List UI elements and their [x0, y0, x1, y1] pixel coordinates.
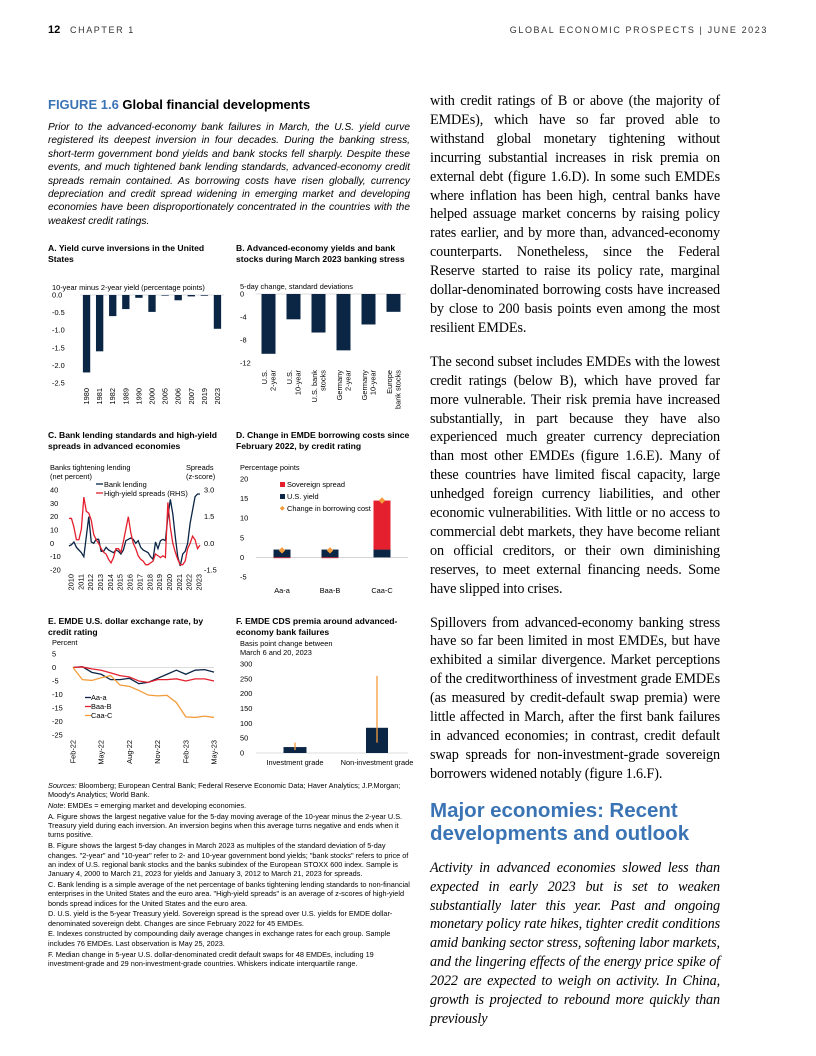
panel-d-title: D. Change in EMDE borrowing costs since February 2022, by credit rating: [236, 430, 410, 451]
bar: [214, 295, 221, 329]
y-tick-label: 0: [240, 552, 245, 562]
y-tick-label: 15: [240, 494, 249, 504]
note-a: A. Figure shows the largest negative value for the 5-day moving average of the 10-year minus the 2-year U.S. Treasury yield during each inversion. An inversion begins when this average turns negative and ends when it turns positive.: [48, 811, 403, 840]
x-tick-label: Non-investment grade: [340, 758, 414, 767]
x-tick-label: Aug-22: [124, 740, 134, 764]
y-tick-label: -4: [240, 312, 247, 322]
legend-label: U.S. yield: [287, 492, 319, 501]
body-text: [430, 92, 720, 1044]
y-tick-label: -5: [240, 572, 247, 582]
y-tick-label: -20: [52, 717, 63, 726]
x-tick-label: 2012: [86, 574, 96, 591]
paragraph: with credit ratings of B or above (the majority of EMDEs), which have so far proved able to withstand global monetary tightening without incurring substantial increases in risk premia on external debt (figure 1.6.D). In some such EMDEs where inflation has been high, central banks have helped assuage market concerns by raising policy rates earlier, and by more than, advanced-economy counterparts. Nonetheless, since the Federal Reserve started to raise its policy rate, marginal dollar-denominated borrowing costs have increased by close to 200 basis points even among the most resilient EMDEs.: [430, 93, 720, 336]
bar: [161, 295, 168, 296]
y-tick-label: 40: [50, 485, 59, 495]
series-line-bank-lending: [69, 494, 200, 566]
x-tick-label: 2023: [212, 388, 222, 405]
bar-sovereign-spread: [374, 501, 391, 550]
bar: [148, 295, 155, 312]
y-tick-label: 200: [240, 689, 253, 699]
bar: [122, 295, 129, 309]
sources-text: Bloomberg; European Central Bank; Federal Reserve Economic Data; Haver Analytics; J.P.Morgan; Moody's Analytics; World Bank.: [48, 781, 401, 800]
bar: [262, 294, 276, 354]
y-axis-label: 5-day change, standard deviations: [240, 282, 353, 291]
y-tick-label: 300: [240, 659, 253, 669]
x-tick-label: 2018: [145, 574, 155, 591]
y-tick-label: -10: [50, 552, 61, 562]
x-tick-label: Caa-C: [371, 586, 393, 595]
y-tick-label: -8: [240, 335, 247, 345]
x-tick-label: Nov-22: [153, 740, 163, 764]
bar: [188, 295, 195, 296]
panel-b-title: B. Advanced-economy yields and bank stocks during March 2023 banking stress: [236, 243, 405, 264]
legend-label: Baa-B: [91, 702, 112, 711]
bar: [201, 295, 208, 296]
x-tick-label: Germany2-year: [334, 370, 353, 401]
bar-sovereign-spread: [322, 557, 339, 558]
x-tick-label: 2021: [174, 574, 184, 591]
y-tick-label: -2.0: [52, 360, 65, 370]
bar: [109, 295, 116, 316]
x-tick-label: 2011: [76, 574, 86, 590]
y-tick-label-right: 3.0: [204, 485, 215, 495]
y-axis-label: Percent: [52, 638, 78, 647]
x-tick-label: 2017: [135, 574, 145, 591]
figure-subtitle: Prior to the advanced-economy bank failures in March, the U.S. yield curve registered its deepest inversion in four decades. During the banking stress, short-term government bond yields and bank stocks fell sharply. Despite these events, and much tightened bank lending standards, advanced-economy credit spreads remain contained. As borrowing costs have risen globally, currency depreciation and credit spread widening in emerging market and developing economies have been disproportionately concentrated in the countries with the weakest credit ratings.: [48, 122, 410, 227]
y-tick-label: -15: [52, 703, 63, 713]
legend-swatch: [280, 506, 285, 511]
bar: [83, 295, 90, 372]
note-e: E. Indexes constructed by compounding daily average changes in exchange rates for each group. Sample includes 76 EMDEs. Last observation is May 25, 2023.: [48, 929, 391, 948]
y-axis-label: 10-year minus 2-year yield (percentage points): [52, 283, 205, 292]
x-tick-label: 2023: [194, 574, 204, 591]
note-f: F. Median change in 5-year U.S. dollar-denominated credit default swaps for 48 EMDEs, including 19 investment-grade and 29 non-investment-grade countries. Whiskers indicate interquartile range.: [48, 949, 374, 968]
y-tick-label: 0: [52, 663, 57, 672]
x-tick-label: 2007: [186, 388, 196, 405]
y-tick-label: -1.5: [52, 343, 65, 353]
bar: [312, 294, 326, 333]
y-tick-label: 10: [240, 513, 249, 523]
bar: [96, 295, 103, 351]
bar: [362, 294, 376, 324]
x-tick-label: 2006: [173, 388, 183, 405]
y-tick-label: 20: [50, 512, 59, 522]
x-tick-label: 2005: [160, 388, 170, 405]
page-number: 12: [48, 24, 61, 36]
y-tick-label-right: 1.5: [204, 512, 215, 522]
x-tick-label: 2019: [199, 388, 209, 405]
y-tick-label: 5: [240, 533, 245, 543]
x-tick-label: 2016: [125, 574, 135, 591]
bar: [337, 294, 351, 350]
panel-f-title: F. EMDE CDS premia around advanced-economy bank failures: [236, 616, 398, 637]
y-tick-label: -12: [240, 358, 251, 368]
panel-a-title: A. Yield curve inversions in the United States: [48, 243, 205, 264]
y-tick-label-right: 0.0: [204, 538, 215, 548]
x-tick-label: 2000: [147, 388, 157, 405]
x-tick-label: 2015: [115, 574, 125, 591]
x-tick-label: Feb-23: [181, 740, 191, 764]
figure-label: FIGURE 1.6: [48, 97, 119, 112]
y-axis-label-left: Banks tightening lending (net percent): [50, 463, 131, 481]
x-tick-label: 2022: [184, 574, 194, 591]
legend-swatch: [280, 482, 285, 487]
bar: [287, 294, 301, 319]
sources-note: [48, 781, 410, 800]
y-tick-label: 0: [240, 289, 245, 299]
note-text: : EMDEs = emerging market and developing economies.: [63, 801, 247, 811]
y-tick-label: -0.5: [52, 308, 65, 318]
bar: [387, 294, 401, 312]
legend-label: Caa-C: [91, 711, 113, 720]
x-tick-label: 1981: [95, 388, 105, 405]
legend-label: Aa-a: [91, 693, 107, 702]
x-tick-label: Investment grade: [266, 758, 324, 767]
y-tick-label-right: -1.5: [204, 565, 217, 575]
y-tick-label: 30: [50, 498, 59, 508]
y-tick-label: -10: [52, 690, 63, 699]
bar: [135, 295, 142, 298]
y-tick-label: -25: [52, 730, 63, 740]
x-tick-label: Germany10-year: [359, 370, 378, 401]
y-tick-label: 0: [240, 748, 245, 758]
paragraph-intro: Activity in advanced economies slowed less than expected in early 2023 but is set to weaken substantially later this year. Past and ongoing monetary policy rate hikes, tighter credit conditions amid banking sector stress, softening labor markets, and the lingering effects of the energy price spike of 2022 are expected to weigh on activity. In China, growth is projected to rebound more quickly than previously: [430, 859, 720, 1027]
bar-us-yield: [374, 550, 391, 558]
paragraph: Spillovers from advanced-economy banking stress have so far been limited in most EMDEs, but have exhibited a similar divergence. Market perceptions of the creditworthiness of investment grade EMDEs (as measured by credit-default swap premia) were little affected in March, after the first bank failures in advanced economies; in contrast, credit default swap spreads for non-investment-grade sovereign borrowers widened notably (figure 1.6.F).: [430, 614, 720, 782]
section-heading: Major economies: Recent developments and outlook: [430, 798, 690, 845]
note-line: [48, 801, 410, 810]
legend-label: Bank lending: [104, 480, 147, 489]
figure-title-text: Global financial developments: [122, 97, 311, 112]
bar-sovereign-spread: [274, 557, 291, 558]
legend-label: High-yield spreads (RHS): [104, 489, 188, 498]
y-tick-label: 250: [240, 674, 253, 684]
chapter-label: CHAPTER 1: [70, 25, 135, 35]
x-tick-label: 1982: [108, 388, 118, 405]
x-tick-label: 2010: [66, 574, 76, 591]
note-label: Note: [48, 801, 64, 811]
x-tick-label: Baa-B: [319, 586, 341, 595]
x-tick-label: May-22: [96, 740, 106, 765]
sources-label: Sources:: [48, 781, 77, 790]
y-tick-label: -1.0: [52, 325, 65, 335]
legend-swatch: [280, 494, 285, 499]
x-tick-label: May-23: [209, 740, 219, 765]
x-tick-label: 2014: [105, 574, 115, 591]
y-axis-label-right: Spreads (z-score): [186, 463, 216, 481]
y-tick-label: 10: [50, 525, 59, 535]
note-c: C. Bank lending is a simple average of the net percentage of banks tightening lending standards to non-financial enterprises in the United States and the euro area. "High-yield spreads" is an average of z-scores of high-yield bonds spread indices for the United States and the euro area.: [48, 879, 410, 908]
panel-e-title: E. EMDE U.S. dollar exchange rate, by credit rating: [48, 616, 204, 637]
x-tick-label: U.S. bankstocks: [309, 370, 328, 403]
x-tick-label: 2019: [155, 574, 165, 591]
note-d: D. U.S. yield is the 5-year Treasury yield. Sovereign spread is the spread over U.S. yields for EMDE dollar-denominated sovereign debt. Changes are since February 2022 for 45 EMDEs.: [48, 909, 393, 928]
x-tick-label: 1989: [121, 388, 131, 405]
x-tick-label: Europebank stocks: [384, 370, 403, 410]
x-tick-label: Feb-22: [68, 740, 78, 764]
x-tick-label: 2020: [164, 574, 174, 591]
x-tick-label: U.S.10-year: [284, 370, 303, 396]
bar: [175, 295, 182, 300]
note-b: B. Figure shows the largest 5-day changes in March 2023 as multiples of the standard deviation of 5-day changes. "2-year" and "10-year" refer to 2- and 10-year government bond yields; "bank stocks" refers to price of an index of U.S. regional bank stocks and the banks subindex of the European STOXX 600 index. Sample is January 4, 2000 to March 21, 2023 for yields and January 3, 2012 to March 21, 2023 for spreads.: [48, 841, 409, 879]
y-tick-label: 5: [52, 649, 57, 659]
y-tick-label: -5: [52, 676, 59, 686]
y-axis-label: Basis point change between March 6 and 20, 2023: [240, 639, 333, 657]
panel-c-title: C. Bank lending standards and high-yield spreads in advanced economies: [48, 430, 218, 451]
publication-title: GLOBAL ECONOMIC PROSPECTS | JUNE 2023: [509, 25, 768, 35]
figure-notes: [48, 781, 410, 970]
x-tick-label: U.S.2-year: [259, 370, 278, 391]
y-tick-label: -2.5: [52, 378, 65, 388]
legend-label: Change in borrowing cost: [287, 504, 371, 513]
legend-label: Sovereign spread: [287, 480, 345, 489]
paragraph: The second subset includes EMDEs with the lowest credit ratings (below B), which have proved far more vulnerable. Their risk premia have increased substantially, in part because they have also experienced much greater currency depreciation than most other EMDEs (figure 1.6.E). Many of these countries have limited fiscal capacity, large unhedged foreign currency liabilities, and other economic vulnerabilities. With little or no access to commercial debt markets, they have become reliant on official creditors, or their own diminishing reserves, to meet external financing needs. Some have slipped into crises.: [430, 353, 720, 597]
x-tick-label: 1990: [134, 388, 144, 405]
y-tick-label: 0.0: [52, 290, 63, 300]
y-tick-label: 0: [50, 538, 55, 548]
y-tick-label: -20: [50, 565, 61, 575]
x-tick-label: 1980: [82, 388, 92, 405]
y-tick-label: 20: [240, 474, 249, 484]
series-line-high-yield-spreads-rhs-: [69, 497, 200, 565]
y-tick-label: 50: [240, 733, 249, 743]
x-tick-label: 2013: [96, 574, 106, 591]
x-tick-label: Aa-a: [274, 586, 290, 595]
y-tick-label: 100: [240, 718, 253, 728]
y-tick-label: 150: [240, 704, 253, 713]
y-axis-label: Percentage points: [240, 463, 300, 472]
